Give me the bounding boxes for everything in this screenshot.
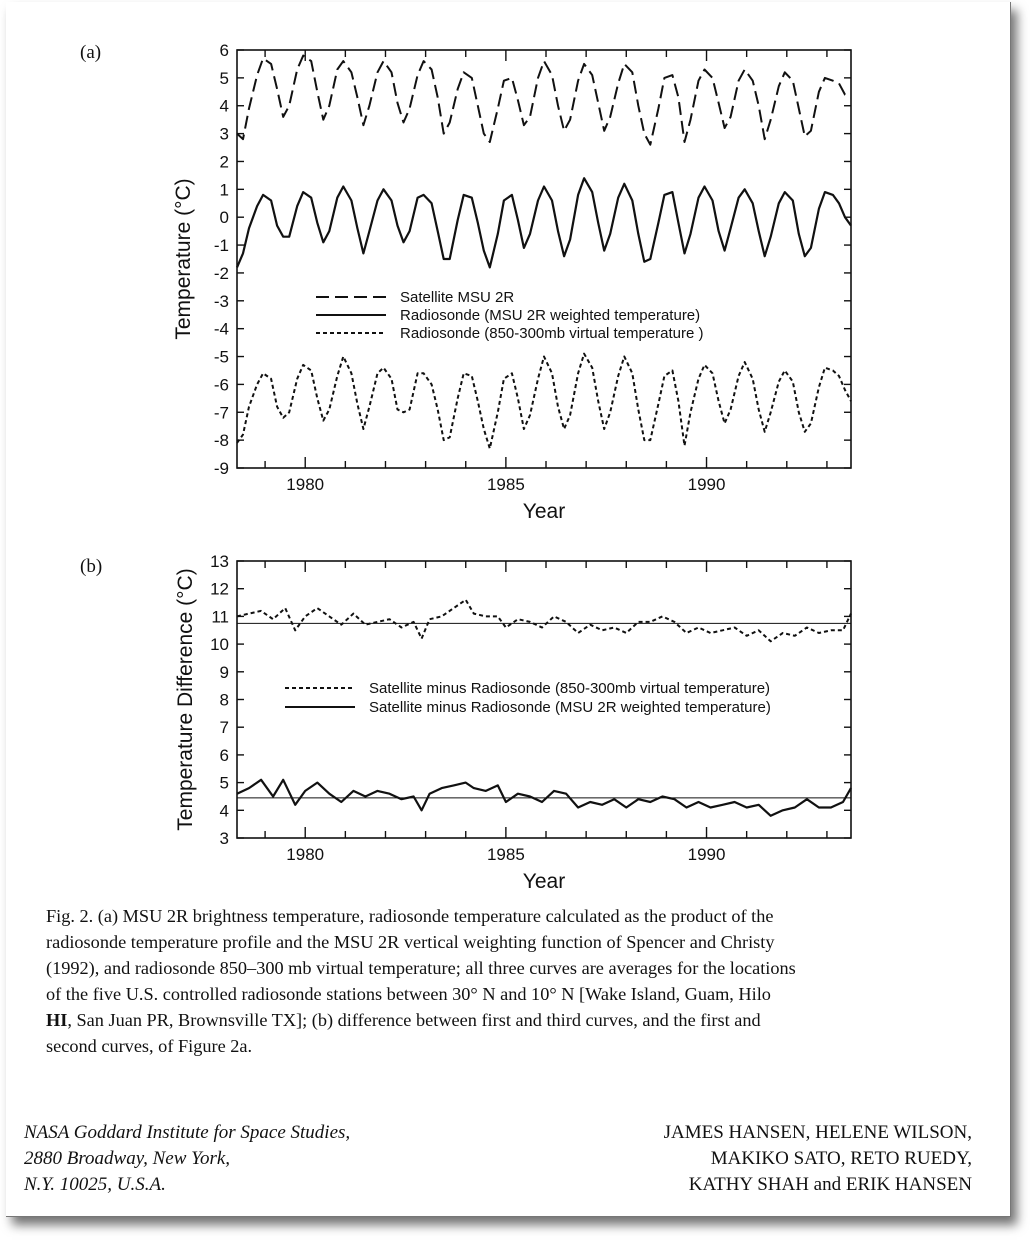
y-tick-label: 4 — [219, 96, 229, 116]
y-tick-label: 4 — [219, 801, 229, 821]
y-tick-label: 10 — [210, 635, 229, 655]
affiliation — [24, 1120, 350, 1198]
y-tick-label: 1 — [219, 180, 229, 200]
affiliation-line: NASA Goddard Institute for Space Studies, — [24, 1122, 351, 1143]
x-tick-label: 1980 — [286, 475, 325, 494]
legend-label: Radiosonde (MSU 2R weighted temperature) — [400, 307, 701, 324]
y-tick-label: -7 — [213, 403, 229, 423]
y-tick-label: -3 — [213, 291, 229, 311]
figure-caption — [46, 903, 976, 1059]
series-line — [237, 600, 851, 642]
legend-label: Satellite MSU 2R — [400, 289, 515, 306]
y-tick-label: 7 — [219, 718, 229, 738]
y-tick-label: 5 — [219, 68, 229, 88]
affiliation-line: 2880 Broadway, New York, — [24, 1148, 231, 1169]
y-tick-label: -1 — [213, 236, 229, 256]
x-tick-label: 1985 — [486, 845, 525, 864]
y-tick-label: 6 — [219, 745, 229, 765]
legend-label: Satellite minus Radiosonde (850-300mb virtual temperature) — [369, 680, 771, 697]
y-tick-label: -9 — [213, 459, 229, 478]
caption-line: of the five U.S. controlled radiosonde stations between 30° N and 10° N [Wake Island, Guam, Hilo — [46, 984, 771, 1004]
authors — [664, 1120, 972, 1198]
y-tick-label: -6 — [213, 375, 229, 395]
y-tick-label: -2 — [213, 263, 229, 283]
y-tick-label: 3 — [219, 124, 229, 144]
caption-line: radiosonde temperature profile and the MSU 2R vertical weighting function of Spencer and Christy — [46, 932, 775, 952]
y-axis-label: Temperature (°C) — [172, 178, 195, 340]
x-tick-label: 1985 — [486, 475, 525, 494]
caption-line: second curves, of Figure 2a. — [46, 1036, 253, 1056]
legend-label: Radiosonde (850-300mb virtual temperature ) — [400, 325, 704, 342]
y-tick-label: -4 — [213, 319, 229, 339]
panel-b-label: (b) — [80, 556, 103, 577]
panel-a-label: (a) — [80, 42, 102, 63]
y-tick-label: -5 — [213, 347, 229, 367]
affiliation-line: N.Y. 10025, U.S.A. — [24, 1174, 166, 1195]
x-tick-label: 1980 — [286, 845, 325, 864]
y-axis-label: Temperature Difference (°C) — [174, 568, 197, 831]
y-tick-label: 0 — [219, 208, 229, 228]
y-tick-label: 3 — [219, 829, 229, 848]
y-tick-label: 9 — [219, 662, 229, 682]
y-tick-label: 6 — [219, 41, 229, 60]
caption-line: Fig. 2. (a) MSU 2R brightness temperature, radiosonde temperature calculated as the product of the — [46, 906, 774, 926]
y-tick-label: 8 — [219, 690, 229, 710]
author-line: JAMES HANSEN, HELENE WILSON, — [663, 1122, 972, 1143]
legend-label: Satellite minus Radiosonde (MSU 2R weighted temperature) — [369, 699, 771, 716]
x-tick-label: 1990 — [687, 475, 726, 494]
x-tick-label: 1990 — [687, 845, 726, 864]
caption-line: HI, San Juan PR, Brownsville TX]; (b) difference between first and third curves, and the first and — [46, 1010, 761, 1030]
author-line: MAKIKO SATO, RETO RUEDY, — [710, 1148, 972, 1169]
x-axis-label: Year — [522, 870, 566, 893]
y-tick-label: -8 — [213, 431, 229, 451]
x-axis-label: Year — [522, 500, 566, 523]
y-tick-label: 5 — [219, 773, 229, 793]
y-tick-label: 2 — [219, 152, 229, 172]
caption-line: (1992), and radiosonde 850–300 mb virtual temperature; all three curves are averages for the locations — [46, 958, 796, 978]
y-tick-label: 11 — [211, 607, 229, 627]
author-line: KATHY SHAH and ERIK HANSEN — [688, 1174, 972, 1195]
y-tick-label: 12 — [210, 579, 229, 599]
y-tick-label: 13 — [210, 552, 229, 571]
